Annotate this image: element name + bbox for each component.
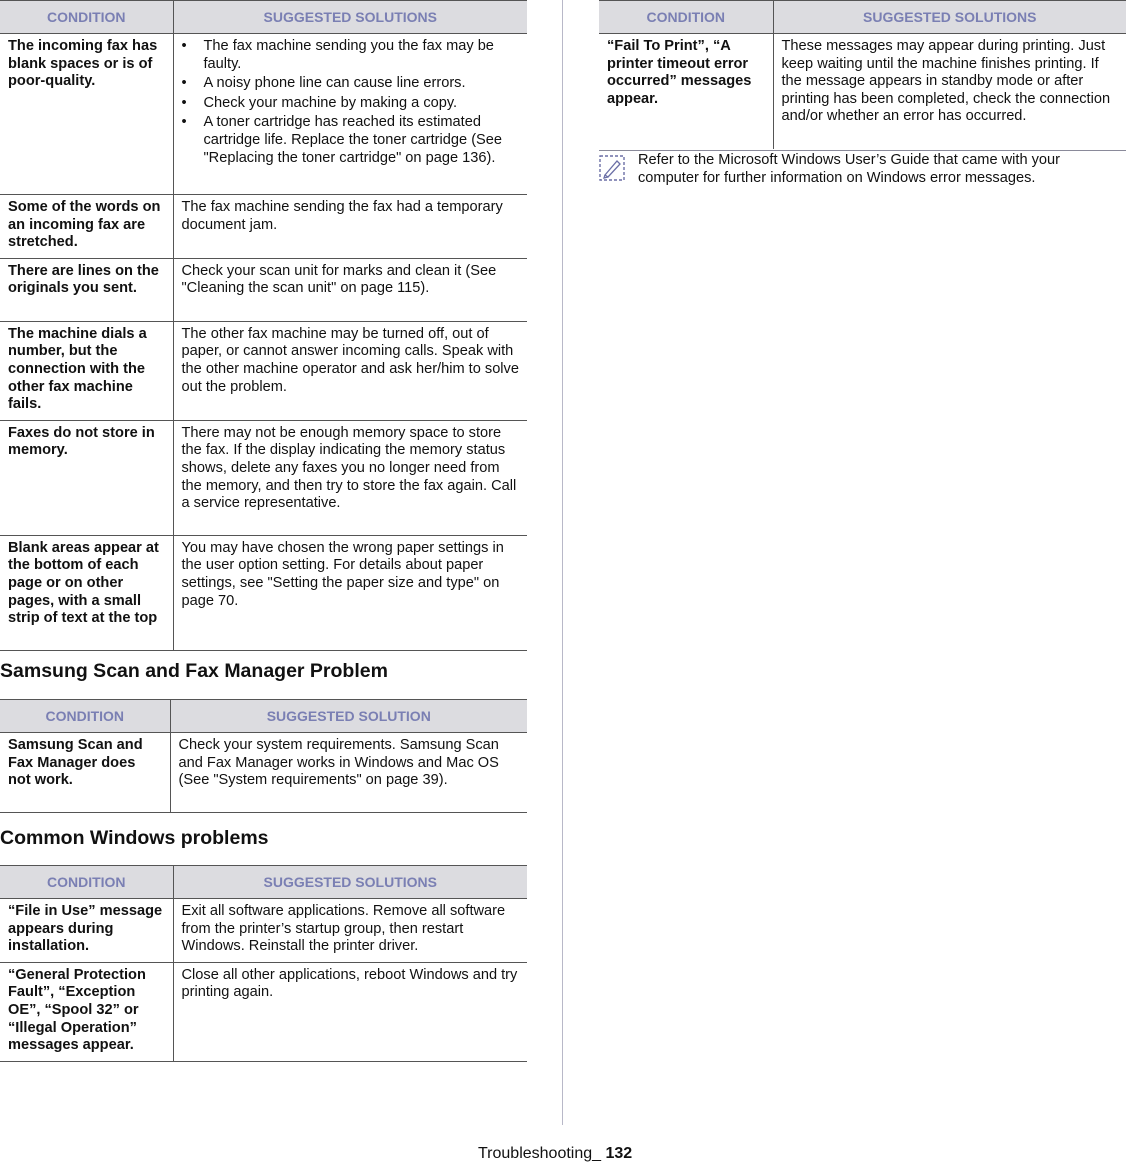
footer-section-label: Troubleshooting_ [478, 1145, 602, 1162]
table-row [0, 195, 527, 259]
condition-cell: There are lines on the originals you sent. [0, 258, 173, 321]
windows-table-wrap [0, 865, 527, 1062]
condition-cell: The machine dials a number, but the connection with the other fax machine fails. [0, 321, 173, 420]
column-header-solutions: SUGGESTED SOLUTIONS [173, 866, 527, 899]
column-header-solution: SUGGESTED SOLUTION [170, 700, 527, 733]
solution-cell: There may not be enough memory space to store the fax. If the display indicating the memory status shows, delete any faxes you no longer need from the memory, and then try to store the fax again. Call a service representative. [173, 420, 527, 535]
table-row [0, 34, 527, 195]
scan-fax-table-wrap [0, 699, 527, 813]
column-header-condition: CONDITION [0, 866, 173, 899]
bullet-item: • A noisy phone line can cause line errors. [182, 75, 520, 93]
condition-cell: “General Protection Fault”, “Exception OE”, “Spool 32” or “Illegal Operation” messages appear. [0, 962, 173, 1061]
table-row [0, 962, 527, 1061]
right-column [599, 0, 1126, 149]
note-text: Refer to the Microsoft Windows User’s Guide that came with your computer for further information on Windows error messages. [638, 152, 1061, 186]
table-header-row [599, 1, 1126, 34]
column-header-solutions: SUGGESTED SOLUTIONS [773, 1, 1126, 34]
table-row [0, 321, 527, 420]
condition-cell: Blank areas appear at the bottom of each page or on other pages, with a small strip of text at the top [0, 535, 173, 650]
solution-cell: You may have chosen the wrong paper settings in the user option setting. For details about paper settings, see "Setting the paper size and type" on page 70. [173, 535, 527, 650]
solution-cell: Exit all software applications. Remove all software from the printer’s startup group, then restart Windows. Reinstall the printer driver. [173, 899, 527, 963]
column-header-condition: CONDITION [0, 1, 173, 34]
condition-cell: Samsung Scan and Fax Manager does not work. [0, 733, 170, 813]
section-heading-windows: Common Windows problems [0, 827, 269, 849]
bullet-item: • A toner cartridge has reached its estimated cartridge life. Replace the toner cartridge (See "Replacing the toner cartridge" on page 136). [182, 114, 520, 167]
column-divider [562, 0, 563, 1125]
table-row [0, 420, 527, 535]
condition-cell: Some of the words on an incoming fax are stretched. [0, 195, 173, 259]
table-header-row [0, 700, 527, 733]
column-header-condition: CONDITION [599, 1, 773, 34]
fax-problems-table [0, 0, 527, 651]
solution-cell: These messages may appear during printing. Just keep waiting until the machine finishes printing. If the message appears in standby mode or after printing has been completed, check the connection and/or whether an error has occurred. [781, 38, 1111, 125]
solution-cell: Check your system requirements. Samsung Scan and Fax Manager works in Windows and Mac OS (See "System requirements" on page 39). [170, 733, 527, 813]
table-row [0, 535, 527, 650]
condition-cell: “File in Use” message appears during installation. [0, 899, 173, 963]
pencil-note-icon [599, 155, 625, 181]
column-header-condition: CONDITION [0, 700, 170, 733]
condition-cell: Faxes do not store in memory. [0, 420, 173, 535]
solution-cell [173, 34, 527, 195]
left-column [0, 0, 527, 651]
solution-cell: Check your scan unit for marks and clean it (See "Cleaning the scan unit" on page 115). [173, 258, 527, 321]
solution-cell: Close all other applications, reboot Windows and try printing again. [173, 962, 527, 1061]
table-row [0, 258, 527, 321]
column-header-solutions: SUGGESTED SOLUTIONS [173, 1, 527, 34]
section-heading-scan-fax: Samsung Scan and Fax Manager Problem [0, 660, 388, 682]
bullet-item: • Check your machine by making a copy. [182, 95, 520, 113]
page-number: 132 [605, 1145, 633, 1162]
note-box [599, 150, 1126, 186]
scan-fax-table [0, 699, 527, 813]
page-footer [478, 1145, 632, 1163]
windows-problems-table [0, 865, 527, 1062]
solution-cell: The fax machine sending the fax had a temporary document jam. [173, 195, 527, 259]
condition-cell: “Fail To Print”, “A printer timeout error occurred” messages appear. [599, 34, 773, 149]
table-header-row [0, 1, 527, 34]
table-row [0, 899, 527, 963]
windows-errors-table [599, 0, 1126, 149]
solution-cell: The other fax machine may be turned off, out of paper, or cannot answer incoming calls. Speak with the other machine operator and ask her/him to solve out the problem. [173, 321, 527, 420]
table-row [0, 733, 527, 813]
table-row [599, 34, 1126, 149]
solution-bullet-list [182, 38, 520, 167]
condition-cell: The incoming fax has blank spaces or is of poor-quality. [0, 34, 173, 195]
bullet-item: • The fax machine sending you the fax may be faulty. [182, 38, 520, 73]
table-header-row [0, 866, 527, 899]
